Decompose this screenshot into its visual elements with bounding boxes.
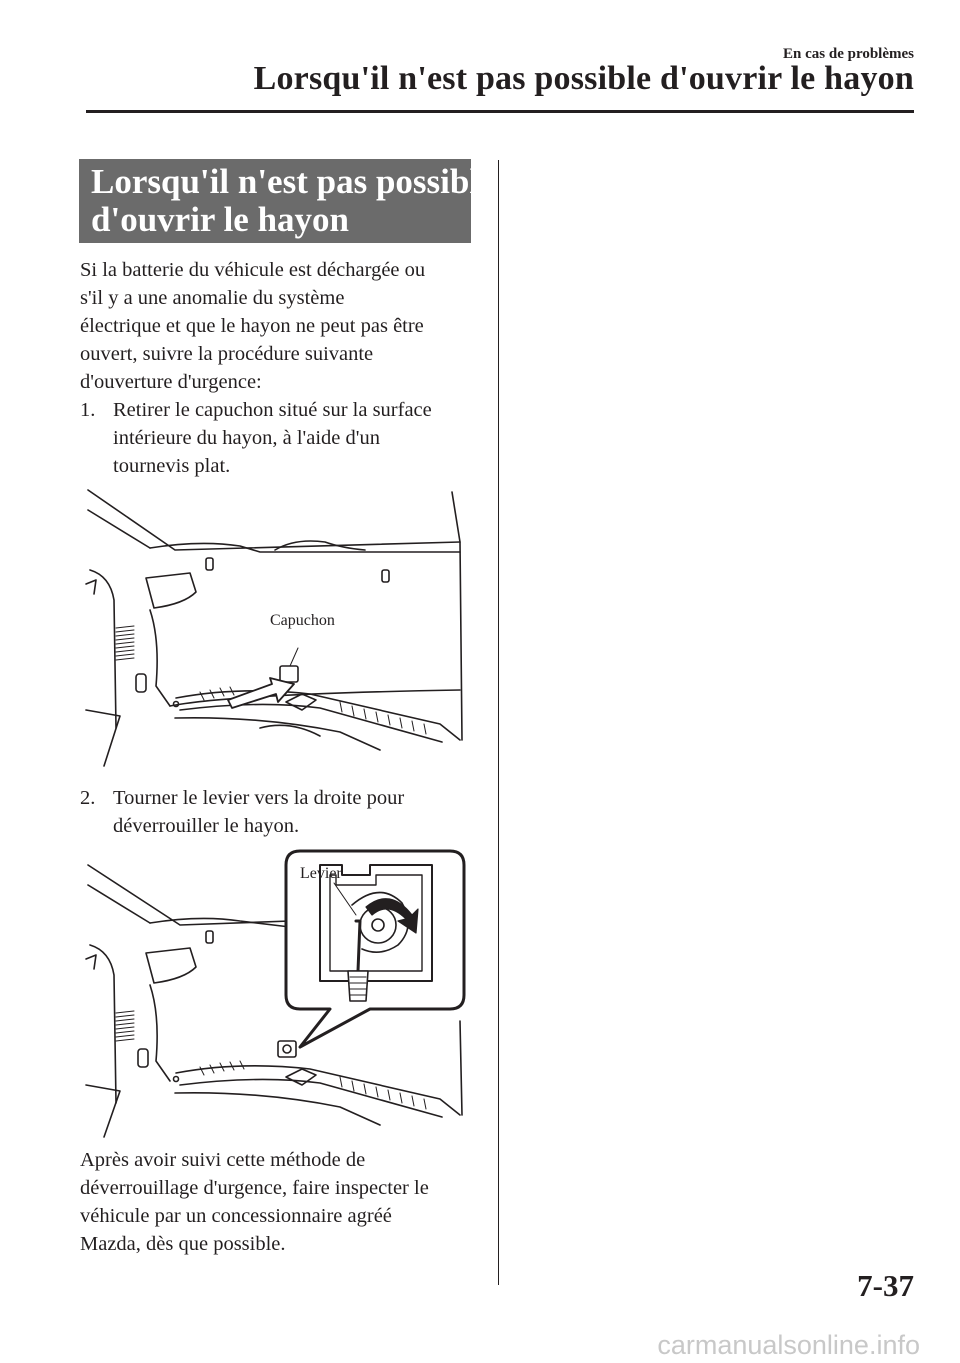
closing-paragraph [80,1146,480,1258]
intro-line: ouvert, suivre la procédure suivante [80,343,374,365]
intro-line: électrique et que le hayon ne peut pas être [80,315,424,337]
heading-line-1: Lorsqu'il n'est pas possible [91,162,495,201]
page-header-title: Lorsqu'il n'est pas possible d'ouvrir le hayon [253,60,914,97]
closing-line: Mazda, dès que possible. [80,1233,286,1255]
heading-line-2: d'ouvrir le hayon [91,200,350,239]
callout-levier: Levier [300,865,342,882]
step-line: déverrouiller le hayon. [113,815,300,837]
step-number: 2. [80,787,96,809]
column-divider [498,160,499,1285]
intro-line: d'ouverture d'urgence: [80,371,262,393]
intro-paragraph [80,256,480,396]
header-rule [86,110,914,113]
step-number: 1. [80,399,96,421]
section-heading-box [79,159,495,243]
section-heading [91,163,495,239]
watermark: carmanualsonline.info [657,1330,920,1360]
intro-line: Si la batterie du véhicule est déchargée ou [80,259,426,281]
figure-cap-removal [80,480,480,770]
step-line: Retirer le capuchon situé sur la surface [113,399,432,421]
callout-capuchon: Capuchon [270,612,335,629]
section-label: En cas de problèmes [783,46,914,62]
step-2 [80,784,480,840]
step-line: Tourner le levier vers la droite pour [113,787,405,809]
closing-line: Après avoir suivi cette méthode de [80,1149,366,1171]
closing-line: véhicule par un concessionnaire agréé [80,1205,392,1227]
intro-line: s'il y a une anomalie du système [80,287,345,309]
step-line: tournevis plat. [113,455,231,477]
closing-line: déverrouillage d'urgence, faire inspecter le [80,1177,429,1199]
figure-lever-unlock [80,845,480,1140]
step-1 [80,396,480,480]
step-line: intérieure du hayon, à l'aide d'un [113,427,380,449]
page-number: 7-37 [857,1268,914,1303]
